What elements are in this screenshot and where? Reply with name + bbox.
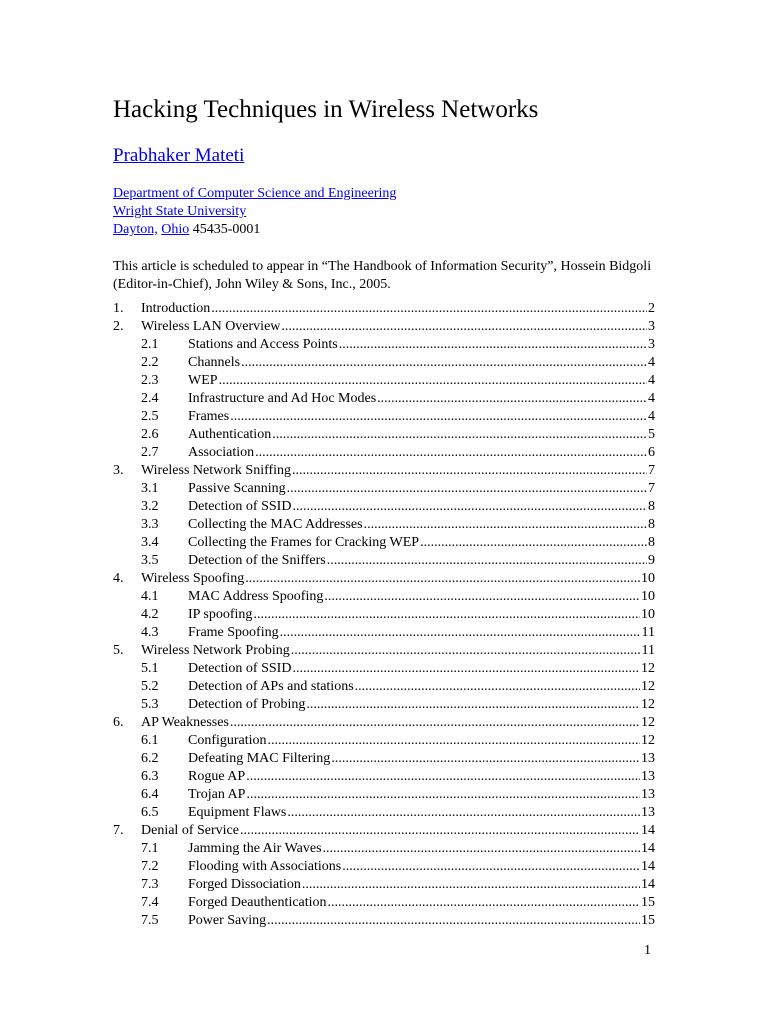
toc-entry-number: 6.2 [141, 751, 159, 766]
toc-dot-leader [328, 894, 640, 912]
toc-entry-page: 13 [641, 751, 655, 766]
toc-entry-number: 3.5 [141, 553, 159, 568]
toc-entry-number: 2. [113, 319, 124, 334]
toc-entry[interactable] [113, 462, 655, 480]
document-title: Hacking Techniques in Wireless Networks [113, 96, 539, 123]
toc-dot-leader [327, 552, 647, 570]
toc-entry-line [188, 840, 655, 858]
toc-dot-leader [281, 318, 647, 336]
toc-entry-line [188, 876, 655, 894]
toc-entry-page: 13 [641, 787, 655, 802]
toc-entry-number: 6. [113, 715, 124, 730]
toc-dot-leader [253, 606, 640, 624]
toc-entry-page: 15 [641, 895, 655, 910]
toc-entry[interactable] [113, 750, 655, 768]
toc-entry-page: 12 [641, 661, 655, 676]
toc-entry-title: Authentication [188, 427, 272, 442]
toc-entry-line [188, 390, 655, 408]
toc-dot-leader [306, 696, 640, 714]
toc-entry[interactable] [113, 840, 655, 858]
toc-entry-number: 7.1 [141, 841, 159, 856]
toc-entry-page: 15 [641, 913, 655, 928]
toc-dot-leader [331, 750, 640, 768]
toc-dot-leader [292, 498, 647, 516]
toc-entry-line [141, 822, 655, 840]
toc-entry-number: 5. [113, 643, 124, 658]
toc-entry[interactable] [113, 606, 655, 624]
toc-entry[interactable] [113, 570, 655, 588]
toc-entry-title: Collecting the Frames for Cracking WEP [188, 535, 420, 550]
toc-entry-number: 2.3 [141, 373, 159, 388]
toc-entry[interactable] [113, 336, 655, 354]
toc-entry[interactable] [113, 912, 655, 930]
toc-entry-number: 2.6 [141, 427, 159, 442]
toc-entry-title: Association [188, 445, 255, 460]
toc-entry[interactable] [113, 714, 655, 732]
toc-entry-page: 9 [648, 553, 655, 568]
toc-entry-page: 8 [648, 517, 655, 532]
toc-entry-page: 14 [641, 823, 655, 838]
toc-entry-title: Frame Spoofing [188, 625, 279, 640]
toc-entry-number: 2.4 [141, 391, 159, 406]
address-line [113, 221, 396, 239]
toc-entry-number: 3.4 [141, 535, 159, 550]
toc-entry-line [141, 462, 655, 480]
toc-entry-title: Forged Dissociation [188, 877, 301, 892]
toc-entry-title: Detection of Probing [188, 697, 306, 712]
toc-entry-line [188, 786, 655, 804]
toc-entry-page: 12 [641, 697, 655, 712]
toc-entry-title: Infrastructure and Ad Hoc Modes [188, 391, 377, 406]
toc-entry-line [141, 642, 655, 660]
toc-dot-leader [323, 840, 640, 858]
toc-entry[interactable] [113, 390, 655, 408]
toc-entry-line [188, 444, 655, 462]
toc-entry-title: MAC Address Spoofing [188, 589, 324, 604]
toc-entry-page: 7 [648, 481, 655, 496]
toc-entry-line [141, 300, 655, 318]
toc-entry-number: 7.3 [141, 877, 159, 892]
toc-entry-title: Wireless Network Probing [141, 643, 290, 658]
toc-entry-title: AP Weaknesses [141, 715, 229, 730]
toc-dot-leader [355, 678, 640, 696]
toc-entry[interactable] [113, 804, 655, 822]
toc-entry-page: 3 [648, 319, 655, 334]
toc-dot-leader [211, 300, 647, 318]
toc-dot-leader [240, 822, 640, 840]
toc-entry-number: 2.1 [141, 337, 159, 352]
toc-entry-line [188, 804, 655, 822]
toc-entry-title: Power Saving [188, 913, 267, 928]
toc-dot-leader [420, 534, 647, 552]
toc-dot-leader [219, 372, 647, 390]
toc-entry-line [188, 480, 655, 498]
toc-dot-leader [230, 714, 640, 732]
toc-entry[interactable] [113, 534, 655, 552]
toc-dot-leader [280, 624, 641, 642]
toc-entry-line [188, 624, 655, 642]
toc-dot-leader [292, 462, 647, 480]
toc-entry[interactable] [113, 894, 655, 912]
toc-entry-page: 11 [641, 625, 655, 640]
toc-entry-number: 3.1 [141, 481, 159, 496]
affiliation-block [113, 185, 396, 239]
toc-entry-page: 12 [641, 715, 655, 730]
toc-dot-leader [272, 426, 647, 444]
university-link[interactable]: Wright State University [113, 204, 247, 219]
toc-dot-leader [302, 876, 640, 894]
publication-note: This article is scheduled to appear in “The Handbook of Information Security”, Hossein Bidgoli (Editor-in-Chief), John Wiley & Sons, Inc., 2005. [113, 259, 652, 292]
toc-dot-leader [292, 660, 640, 678]
toc-entry-number: 6.1 [141, 733, 159, 748]
toc-entry[interactable] [113, 318, 655, 336]
toc-entry-page: 14 [641, 859, 655, 874]
toc-entry-title: Wireless Spoofing [141, 571, 245, 586]
toc-entry[interactable] [113, 444, 655, 462]
toc-entry-line [188, 534, 655, 552]
toc-entry-title: Defeating MAC Filtering [188, 751, 331, 766]
toc-entry-line [188, 372, 655, 390]
zip-code: 45435-0001 [192, 222, 261, 237]
toc-entry-line [188, 768, 655, 786]
toc-entry[interactable] [113, 786, 655, 804]
toc-entry-page: 2 [648, 301, 655, 316]
toc-entry-page: 6 [648, 445, 655, 460]
toc-entry-line [188, 606, 655, 624]
toc-entry[interactable] [113, 678, 655, 696]
toc-entry-number: 4. [113, 571, 124, 586]
toc-dot-leader [342, 858, 640, 876]
toc-entry-page: 4 [648, 373, 655, 388]
toc-entry[interactable] [113, 876, 655, 894]
toc-entry-page: 11 [641, 643, 655, 658]
state-link[interactable]: Ohio [161, 222, 190, 237]
toc-entry-line [188, 552, 655, 570]
toc-entry-number: 5.2 [141, 679, 159, 694]
toc-entry-page: 4 [648, 391, 655, 406]
toc-entry-title: IP spoofing [188, 607, 253, 622]
toc-entry[interactable] [113, 372, 655, 390]
toc-entry-number: 1. [113, 301, 124, 316]
toc-entry-title: Frames [188, 409, 230, 424]
toc-entry-line [188, 336, 655, 354]
toc-entry-page: 4 [648, 355, 655, 370]
toc-dot-leader [267, 912, 640, 930]
toc-dot-leader [291, 642, 641, 660]
toc-entry[interactable] [113, 660, 655, 678]
toc-entry-number: 5.1 [141, 661, 159, 676]
toc-entry-title: Configuration [188, 733, 267, 748]
toc-entry-page: 12 [641, 679, 655, 694]
toc-entry[interactable] [113, 516, 655, 534]
toc-entry[interactable] [113, 822, 655, 840]
toc-entry[interactable] [113, 768, 655, 786]
toc-entry-page: 4 [648, 409, 655, 424]
toc-dot-leader [324, 588, 640, 606]
toc-dot-leader [246, 786, 640, 804]
toc-entry[interactable] [113, 858, 655, 876]
toc-dot-leader [377, 390, 647, 408]
toc-entry[interactable] [113, 426, 655, 444]
toc-entry-line [188, 750, 655, 768]
toc-entry-line [188, 678, 655, 696]
toc-entry-page: 10 [641, 607, 655, 622]
toc-entry-page: 14 [641, 877, 655, 892]
toc-entry-number: 3. [113, 463, 124, 478]
toc-entry-line [141, 570, 655, 588]
toc-entry-number: 6.5 [141, 805, 159, 820]
toc-dot-leader [287, 480, 647, 498]
toc-entry-page: 5 [648, 427, 655, 442]
toc-entry-title: Rogue AP [188, 769, 246, 784]
toc-dot-leader [268, 732, 640, 750]
toc-entry-number: 2.7 [141, 445, 159, 460]
toc-entry[interactable] [113, 696, 655, 714]
toc-entry-number: 7.4 [141, 895, 159, 910]
toc-entry-line [188, 912, 655, 930]
toc-entry-page: 12 [641, 733, 655, 748]
toc-entry-line [188, 660, 655, 678]
toc-entry-title: Forged Deauthentication [188, 895, 327, 910]
toc-entry-number: 7.2 [141, 859, 159, 874]
toc-entry-title: Trojan AP [188, 787, 246, 802]
toc-entry-line [188, 588, 655, 606]
page-number: 1 [644, 943, 651, 958]
toc-entry-title: Equipment Flaws [188, 805, 287, 820]
toc-entry-title: Denial of Service [141, 823, 239, 838]
toc-entry-line [188, 732, 655, 750]
toc-entry-title: Detection of the Sniffers [188, 553, 326, 568]
toc-entry-title: Detection of SSID [188, 499, 292, 514]
toc-entry-number: 6.4 [141, 787, 159, 802]
toc-entry-title: WEP [188, 373, 218, 388]
toc-entry-line [141, 318, 655, 336]
toc-entry[interactable] [113, 642, 655, 660]
toc-entry-title: Stations and Access Points [188, 337, 338, 352]
toc-entry-title: Detection of SSID [188, 661, 292, 676]
toc-entry[interactable] [113, 300, 655, 318]
toc-entry-page: 3 [648, 337, 655, 352]
toc-entry-number: 6.3 [141, 769, 159, 784]
toc-entry-number: 4.2 [141, 607, 159, 622]
department-link[interactable]: Department of Computer Science and Engineering [113, 186, 397, 201]
toc-entry-line [188, 408, 655, 426]
toc-entry-title: Introduction [141, 301, 211, 316]
toc-dot-leader [246, 768, 640, 786]
toc-entry-number: 3.3 [141, 517, 159, 532]
toc-entry-page: 7 [648, 463, 655, 478]
toc-entry[interactable] [113, 498, 655, 516]
toc-entry-page: 10 [641, 589, 655, 604]
toc-entry-page: 13 [641, 769, 655, 784]
toc-entry-title: Flooding with Associations [188, 859, 342, 874]
toc-entry-line [141, 714, 655, 732]
toc-entry-number: 7. [113, 823, 124, 838]
toc-dot-leader [230, 408, 647, 426]
toc-dot-leader [339, 336, 647, 354]
toc-entry[interactable] [113, 624, 655, 642]
table-of-contents [113, 300, 655, 930]
toc-entry-page: 8 [648, 535, 655, 550]
toc-entry-line [188, 858, 655, 876]
toc-entry-number: 3.2 [141, 499, 159, 514]
toc-entry-page: 8 [648, 499, 655, 514]
toc-entry-number: 2.5 [141, 409, 159, 424]
toc-entry[interactable] [113, 732, 655, 750]
toc-entry[interactable] [113, 408, 655, 426]
toc-dot-leader [241, 354, 647, 372]
toc-entry[interactable] [113, 552, 655, 570]
toc-dot-leader [245, 570, 640, 588]
toc-entry-line [188, 696, 655, 714]
toc-entry-number: 7.5 [141, 913, 159, 928]
author-link[interactable]: Prabhaker Mateti [113, 145, 245, 166]
toc-entry[interactable] [113, 354, 655, 372]
toc-entry-title: Detection of APs and stations [188, 679, 354, 694]
city-link[interactable]: Dayton, [113, 222, 158, 237]
toc-entry-page: 14 [641, 841, 655, 856]
toc-dot-leader [287, 804, 640, 822]
toc-entry-title: Wireless LAN Overview [141, 319, 281, 334]
toc-entry-title: Passive Scanning [188, 481, 286, 496]
toc-entry-number: 4.1 [141, 589, 159, 604]
toc-entry-page: 10 [641, 571, 655, 586]
toc-entry-title: Jamming the Air Waves [188, 841, 322, 856]
toc-entry[interactable] [113, 588, 655, 606]
toc-dot-leader [364, 516, 647, 534]
toc-entry-number: 5.3 [141, 697, 159, 712]
toc-entry-page: 13 [641, 805, 655, 820]
toc-entry-number: 2.2 [141, 355, 159, 370]
toc-entry[interactable] [113, 480, 655, 498]
toc-entry-title: Collecting the MAC Addresses [188, 517, 363, 532]
toc-entry-line [188, 498, 655, 516]
toc-entry-line [188, 426, 655, 444]
toc-entry-line [188, 894, 655, 912]
toc-entry-line [188, 516, 655, 534]
toc-entry-title: Wireless Network Sniffing [141, 463, 292, 478]
toc-entry-line [188, 354, 655, 372]
toc-entry-number: 4.3 [141, 625, 159, 640]
toc-dot-leader [255, 444, 647, 462]
toc-entry-title: Channels [188, 355, 241, 370]
